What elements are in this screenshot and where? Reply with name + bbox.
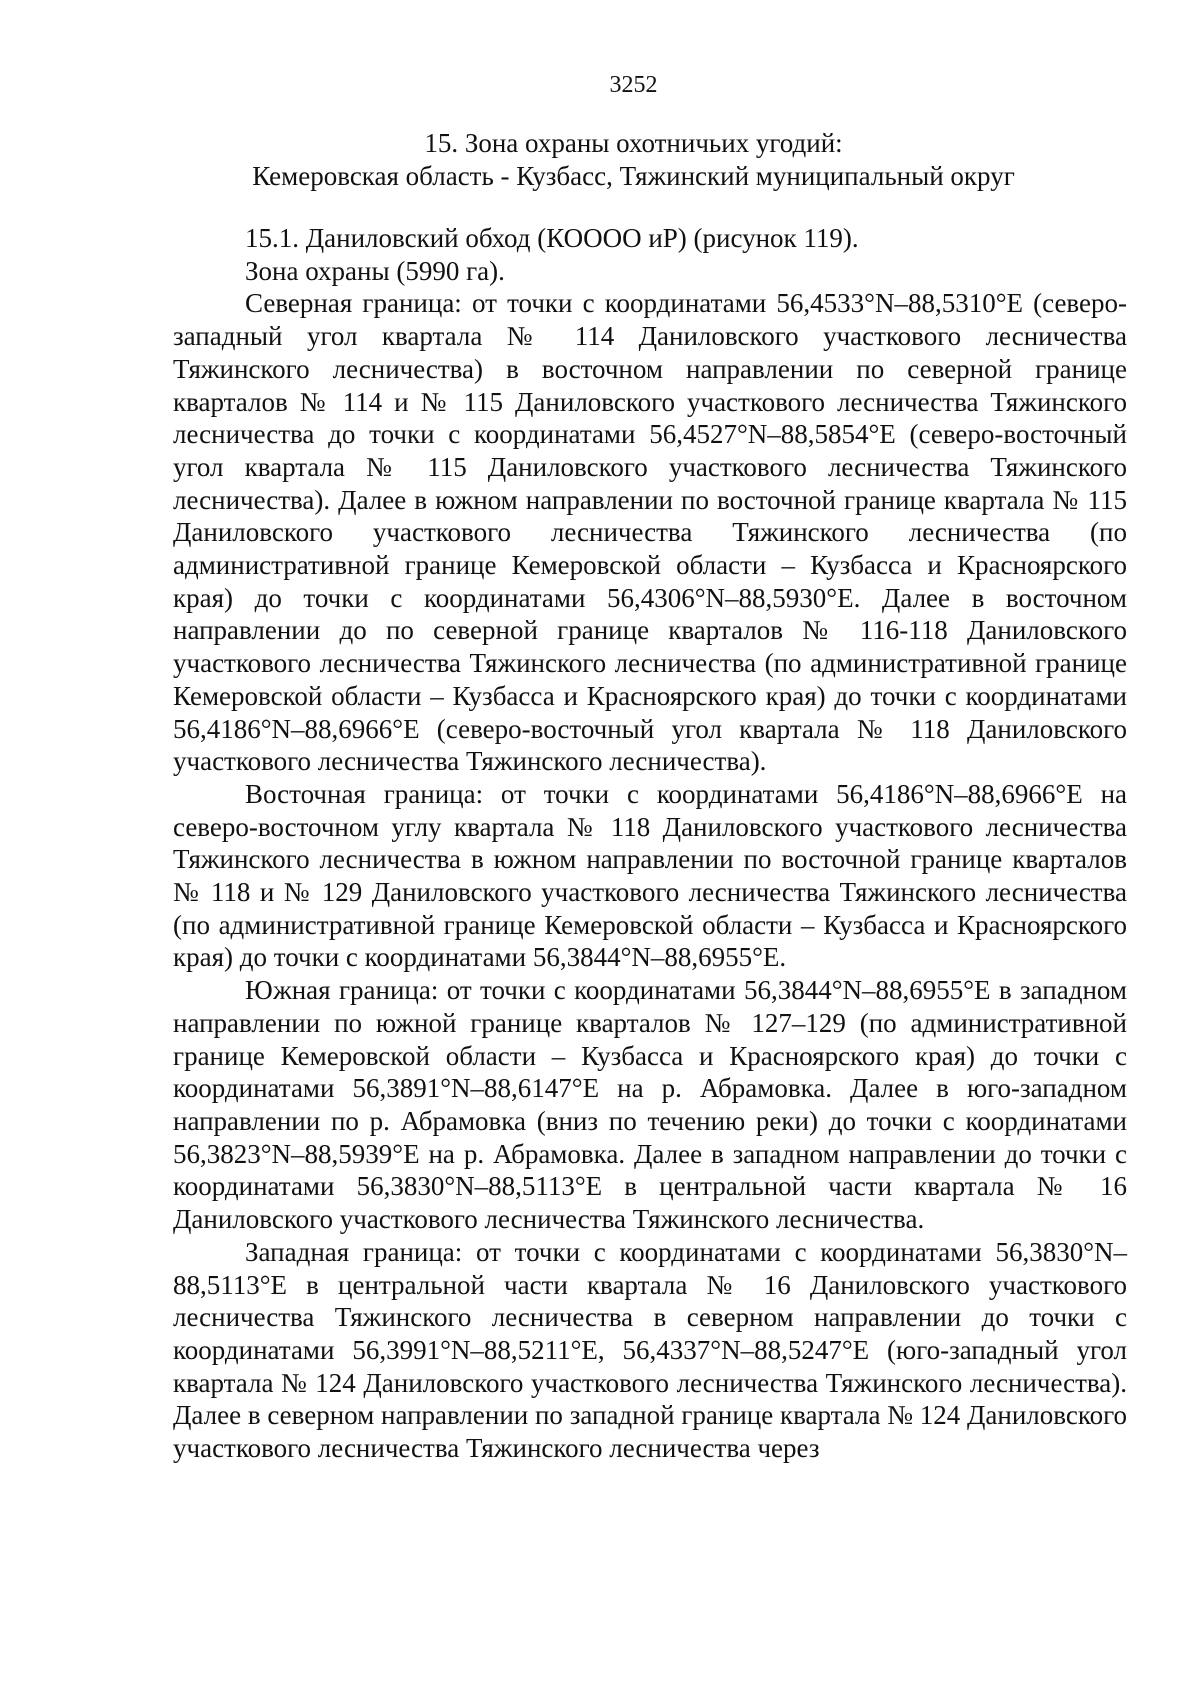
body-text: [173, 222, 1127, 1465]
subsection-title: 15.1. Даниловский обход (КОООО иР) (рисунок 119).: [245, 223, 859, 253]
north-boundary-paragraph: Северная граница: от точки с координатами 56,4533°N–88,5310°E (северо-западный угол квартала № 114 Даниловского участкового лесничества Тяжинского лесничества) в восточном направлении по северной границе кварталов № 114 и № 115 Даниловского участкового лесничества Тяжинского лесничества до точки с координатами 56,4527°N–88,5854°E (северо-восточный угол квартала № 115 Даниловского участкового лесничества Тяжинского лесничества). Далее в южном направлении по восточной границе квартала № 115 Даниловского участкового лесничества Тяжинского лесничества (по административной границе Кемеровской области – Кузбасса и Красноярского края) до точки с координатами 56,4306°N–88,5930°E. Далее в восточном направлении до по северной границе кварталов № 116-118 Даниловского участкового лесничества Тяжинского лесничества (по административной границе Кемеровской области – Кузбасса и Красноярского края) до точки с координатами 56,4186°N–88,6966°E (северо-восточный угол квартала № 118 Даниловского участкового лесничества Тяжинского лесничества).: [173, 288, 1127, 777]
section-heading: [0, 127, 1200, 193]
heading-line-1: 15. Зона охраны охотничьих угодий:: [424, 128, 843, 158]
west-boundary-paragraph: Западная граница: от точки с координатами с координатами 56,3830°N–88,5113°E в центральной части квартала № 16 Даниловского участкового лесничества Тяжинского лесничества в северном направлении до точки с координатами 56,3991°N–88,5211°E, 56,4337°N–88,5247°E (юго-западный угол квартала № 124 Даниловского участкового лесничества Тяжинского лесничества). Далее в северном направлении по западной границе квартала № 124 Даниловского участкового лесничества Тяжинского лесничества через: [173, 1236, 1127, 1464]
page-number: 3252: [609, 72, 658, 98]
heading-line-2: Кемеровская область - Кузбасс, Тяжинский муниципальный округ: [252, 161, 1015, 191]
south-boundary-paragraph: Южная граница: от точки с координатами 56,3844°N–88,6955°E в западном направлении по южной границе кварталов № 127–129 (по административной границе Кемеровской области – Кузбасса и Красноярского края) до точки с координатами 56,3891°N–88,6147°E на р. Абрамовка. Далее в юго-западном направлении по р. Абрамовка (вниз по течению реки) до точки с координатами 56,3823°N–88,5939°E на р. Абрамовка. Далее в западном направлении до точки с координатами 56,3830°N–88,5113°E в центральной части квартала № 16 Даниловского участкового лесничества Тяжинского лесничества.: [173, 975, 1127, 1235]
east-boundary-paragraph: Восточная граница: от точки с координатами 56,4186°N–88,6966°E на северо-восточном углу квартала № 118 Даниловского участкового лесничества Тяжинского лесничества в южном направлении по восточной границе кварталов № 118 и № 129 Даниловского участкового лесничества Тяжинского лесничества (по административной границе Кемеровской области – Кузбасса и Красноярского края) до точки с координатами 56,3844°N–88,6955°E.: [173, 778, 1127, 973]
protection-zone-area: Зона охраны (5990 га).: [245, 255, 505, 286]
